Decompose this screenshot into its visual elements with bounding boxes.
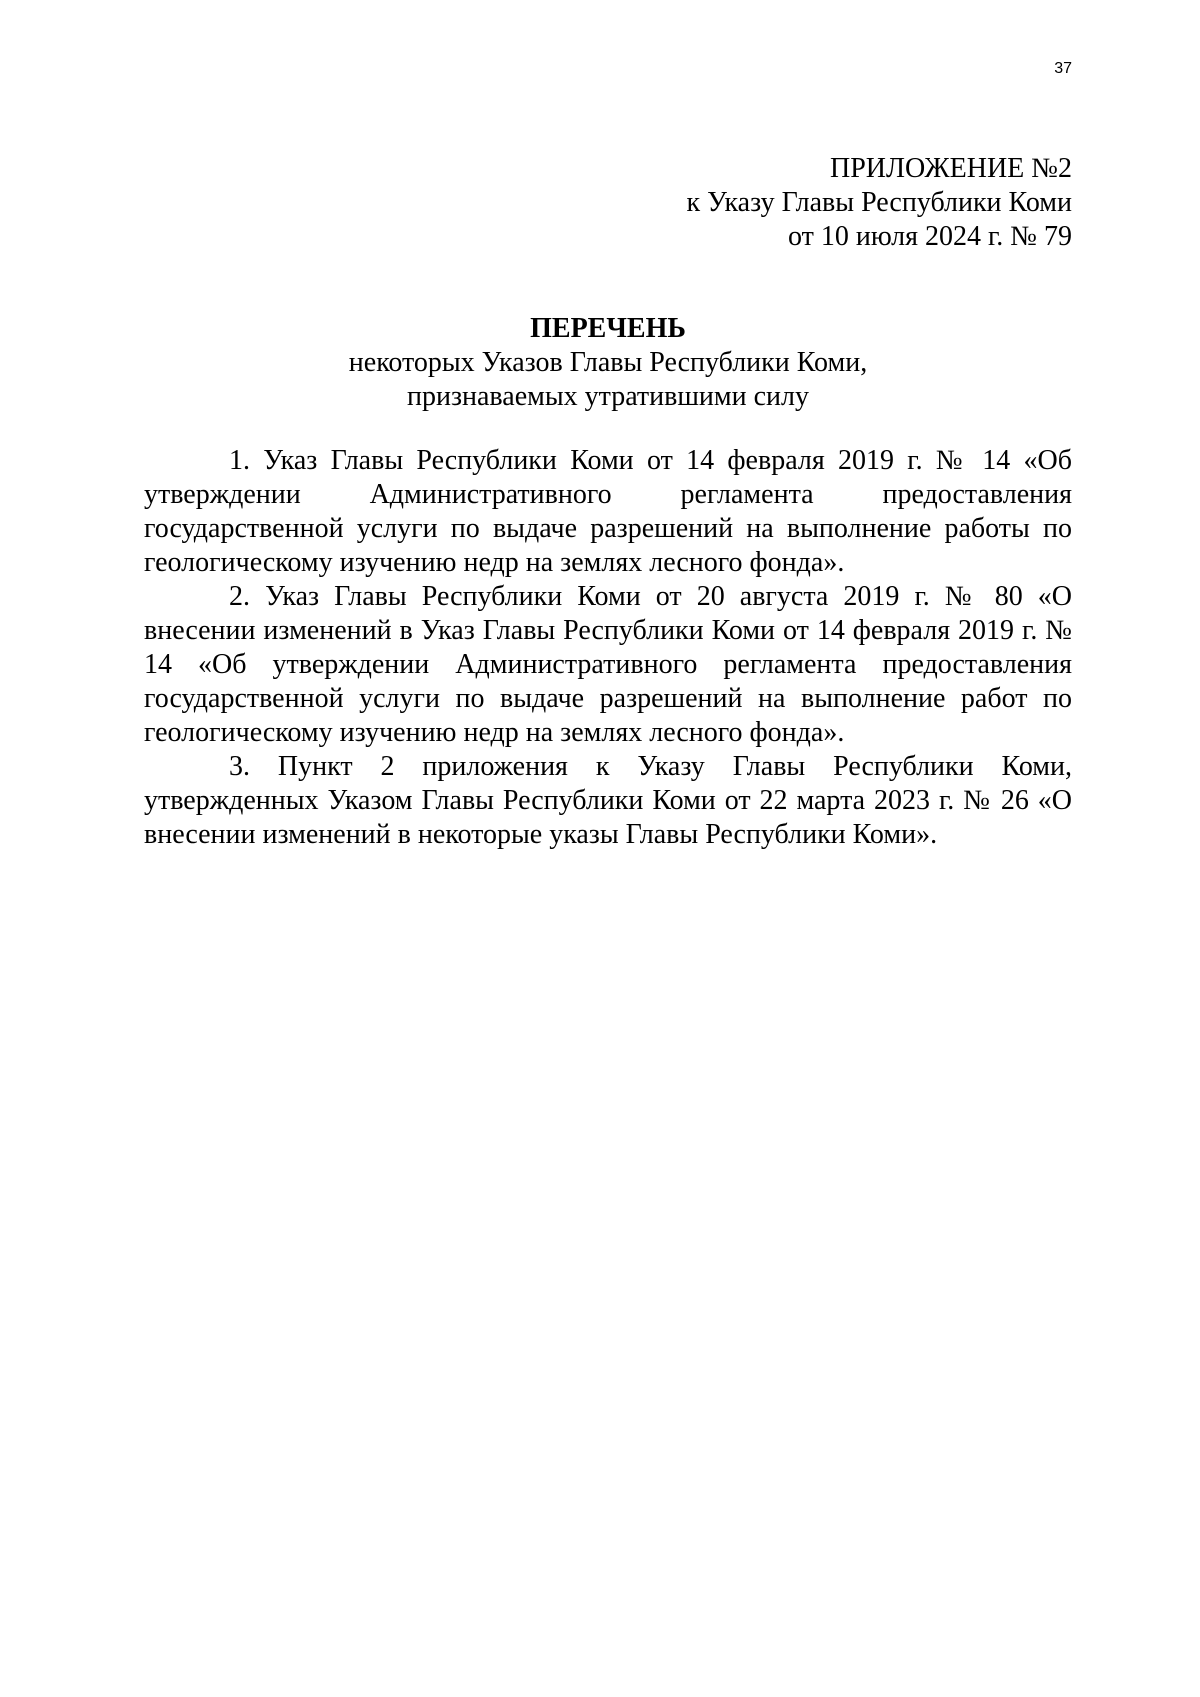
appendix-label: ПРИЛОЖЕНИЕ №2 [830, 153, 1072, 184]
document-title: ПЕРЕЧЕНЬ [530, 313, 686, 344]
title-block [144, 312, 1072, 414]
page-number: 37 [1054, 60, 1072, 77]
document-subtitle-line-2: признаваемых утратившими силу [406, 381, 810, 412]
appendix-decree-date: от 10 июля 2024 г. № 79 [788, 221, 1072, 252]
appendix-decree-reference: к Указу Главы Республики Коми [686, 187, 1072, 218]
appendix-header [687, 152, 1072, 254]
list-item: 1. Указ Главы Республики Коми от 14 февраля 2019 г. № 14 «Об утверждении Административного регламента предоставления государственной услуги по выдаче разрешений на выполнение работы по геологическому изучению недр на землях лесного фонда». [144, 445, 1072, 578]
list-item: 3. Пункт 2 приложения к Указу Главы Республики Коми, утвержденных Указом Главы Республики Коми от 22 марта 2023 г. № 26 «О внесении изменений в некоторые указы Главы Республики Коми». [144, 751, 1072, 850]
document-subtitle-line-1: некоторых Указов Главы Республики Коми, [348, 347, 868, 378]
list-item: 2. Указ Главы Республики Коми от 20 августа 2019 г. № 80 «О внесении изменений в Указ Главы Республики Коми от 14 февраля 2019 г. № 14 «Об утверждении Административного регламента предоставления государственной услуги по выдаче разрешений на выполнение работ по геологическому изучению недр на землях лесного фонда». [144, 581, 1072, 748]
decree-list [144, 444, 1072, 852]
